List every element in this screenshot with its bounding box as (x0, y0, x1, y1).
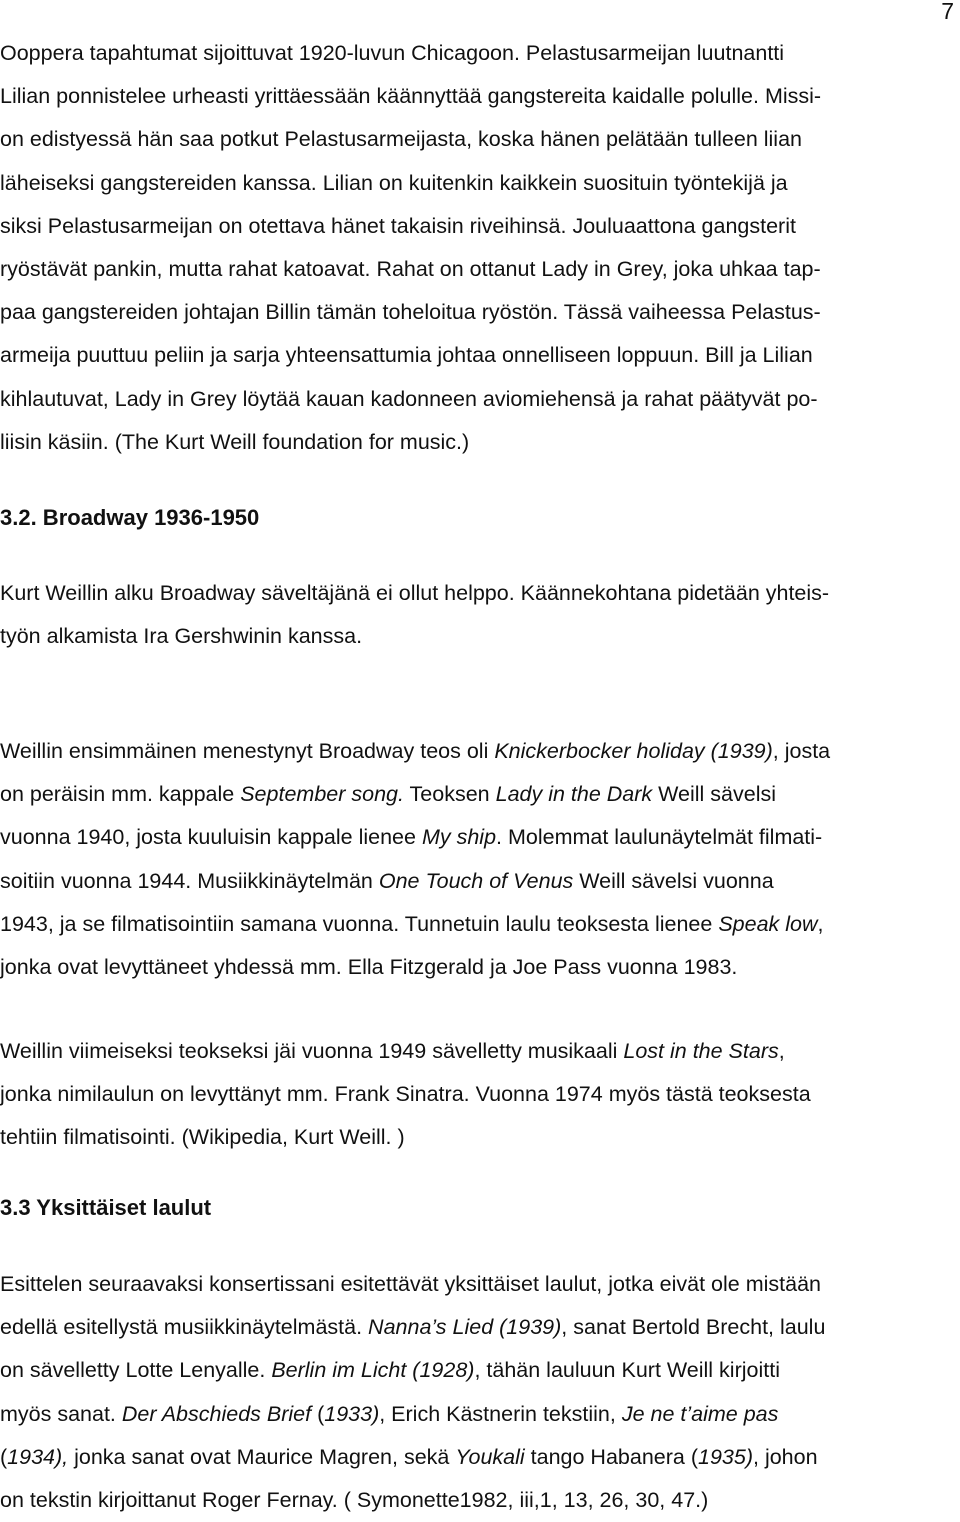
text-line: läheiseksi gangstereiden kanssa. Lilian on kuitenkin kaikkein suosituin työntekijä ja (0, 170, 788, 195)
text-line: jonka nimilaulun on levyttänyt mm. Frank Sinatra. Vuonna 1974 myös tästä teoksesta (0, 1082, 811, 1107)
text-line: Lilian ponnistelee urheasti yrittäessään käännyttää gangstereita kaidalle polulle. Missi- (0, 84, 822, 109)
paragraph-broadway-intro (0, 572, 960, 658)
text-line: ryöstävät pankin, mutta rahat katoavat. Rahat on ottanut Lady in Grey, joka uhkaa tap- (0, 257, 821, 282)
page-number: 7 (941, 0, 954, 24)
text-line: liisin käsiin. (The Kurt Weill foundation for music.) (0, 429, 470, 454)
text-line: Ooppera tapahtumat sijoittuvat 1920-luvun Chicagoon. Pelastusarmeijan luutnantti (0, 41, 785, 65)
text-line: on tekstin kirjoittanut Roger Fernay. ( Symonette1982, iii,1, 13, 26, 30, 47.) (0, 1488, 709, 1513)
text-line: soitiin vuonna 1944. Musiikkinäytelmän One Touch of Venus Weill sävelsi vuonna (0, 868, 774, 893)
text-line: Kurt Weillin alku Broadway säveltäjänä ei ollut helppo. Käännekohtana pidetään yhteis- (0, 581, 830, 605)
text-line: kihlautuvat, Lady in Grey löytää kauan kadonneen aviomiehensä ja rahat päätyvät po- (0, 386, 818, 411)
text-line: tehtiin filmatisointi. (Wikipedia, Kurt Weill. ) (0, 1125, 405, 1150)
text-line: 1943, ja se filmatisointiin samana vuonna. Tunnetuin laulu teoksesta lienee Speak low, (0, 911, 824, 936)
text-line: jonka ovat levyttäneet yhdessä mm. Ella Fitzgerald ja Joe Pass vuonna 1983. (0, 955, 738, 980)
text-line: vuonna 1940, josta kuuluisin kappale lienee My ship. Molemmat laulunäytelmät filmati- (0, 825, 823, 850)
text-line: (1934), jonka sanat ovat Maurice Magren, sekä Youkali tango Habanera (1935), johon (0, 1444, 818, 1469)
section-heading-songs: 3.3 Yksittäiset laulut (0, 1195, 212, 1220)
text-line: paa gangstereiden johtajan Billin tämän toheloitua ryöstön. Tässä vaiheessa Pelastus- (0, 300, 821, 325)
paragraph-broadway-works (0, 730, 960, 989)
text-line: siksi Pelastusarmeijan on otettava hänet takaisin riveihinsä. Jouluaattona gangsterit (0, 213, 796, 238)
paragraph-opera-plot (0, 32, 960, 464)
text-line: myös sanat. Der Abschieds Brief (1933), Erich Kästnerin tekstiin, Je ne t’aime pas (0, 1401, 779, 1426)
text-line: on peräisin mm. kappale September song. Teoksen Lady in the Dark Weill sävelsi (0, 782, 777, 807)
text-line: armeija puuttuu peliin ja sarja yhteensattumia johtaa onnelliseen loppuun. Bill ja Lilian (0, 343, 813, 368)
text-line: on sävelletty Lotte Lenyalle. Berlin im Licht (1928), tähän lauluun Kurt Weill kirjoitti (0, 1358, 780, 1383)
text-line: työn alkamista Ira Gershwinin kanssa. (0, 624, 363, 649)
text-line: Weillin ensimmäinen menestynyt Broadway teos oli Knickerbocker holiday (1939), josta (0, 739, 831, 763)
paragraph-last-work (0, 1030, 960, 1160)
section-heading-broadway: 3.2. Broadway 1936-1950 (0, 505, 260, 530)
text-line: on edistyessä hän saa potkut Pelastusarmeijasta, koska hänen pelätään tulleen liian (0, 127, 802, 152)
paragraph-individual-songs (0, 1263, 960, 1522)
text-line: edellä esitellystä musiikkinäytelmästä. Nanna’s Lied (1939), sanat Bertold Brecht, laulu (0, 1315, 826, 1340)
text-line: Weillin viimeiseksi teokseksi jäi vuonna 1949 sävelletty musikaali Lost in the Stars, (0, 1039, 785, 1063)
text-line: Esittelen seuraavaksi konsertissani esitettävät yksittäiset laulut, jotka eivät ole mistään (0, 1272, 821, 1296)
